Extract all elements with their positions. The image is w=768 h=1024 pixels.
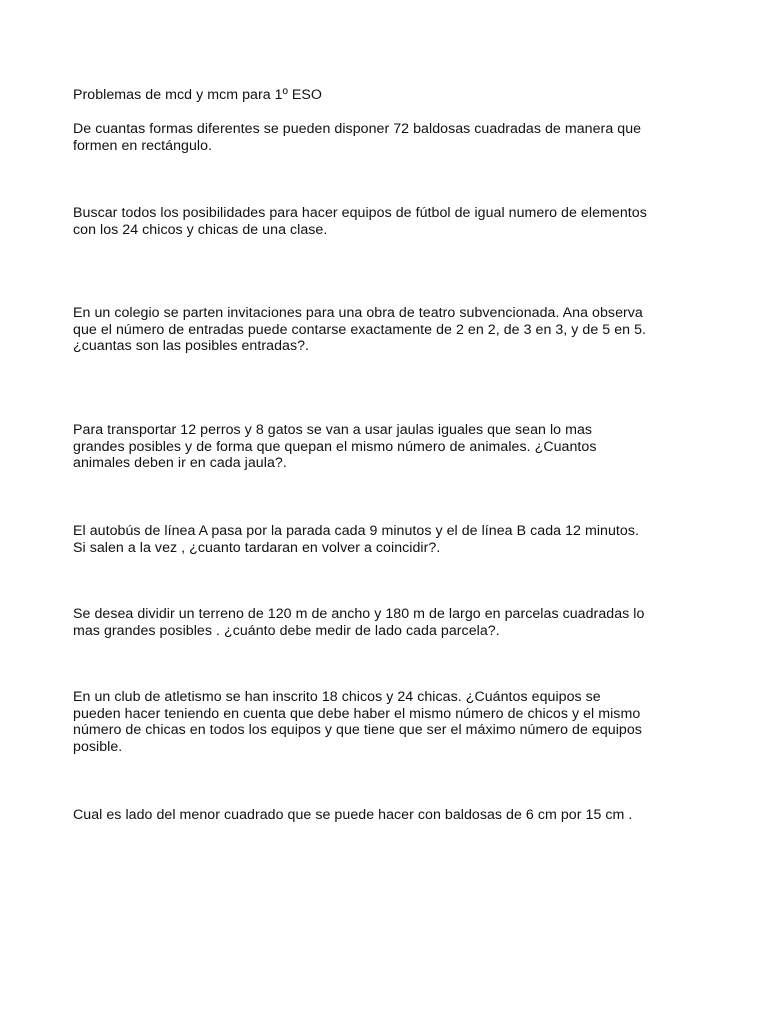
problem-8: Cual es lado del menor cuadrado que se puede hacer con baldosas de 6 cm por 15 cm .: [73, 807, 633, 823]
problem-7: En un club de atletismo se han inscrito 18 chicos y 24 chicas. ¿Cuántos equipos se pueden hacer teniendo en cuenta que debe haber el mismo número de chicos y el mismo número de chicas en todos los equipos y que tiene que ser el máximo número de equipos posible.: [73, 689, 642, 755]
problem-5: El autobús de línea A pasa por la parada cada 9 minutos y el de línea B cada 12 minutos. Si salen a la vez , ¿cuanto tardaran en volver a coincidir?.: [73, 523, 639, 556]
problem-2: Buscar todos los posibilidades para hacer equipos de fútbol de igual numero de elementos con los 24 chicos y chicas de una clase.: [73, 205, 647, 238]
problem-4: Para transportar 12 perros y 8 gatos se van a usar jaulas iguales que sean lo mas grandes posibles y de forma que quepan el mismo número de animales. ¿Cuantos animales deben ir en cada jaula?.: [73, 422, 597, 472]
problem-3: En un colegio se parten invitaciones para una obra de teatro subvencionada. Ana observa que el número de entradas puede contarse exactamente de 2 en 2, de 3 en 3, y de 5 en 5. ¿cuantas son las posibles entradas?.: [73, 305, 647, 355]
problem-6: Se desea dividir un terreno de 120 m de ancho y 180 m de largo en parcelas cuadradas lo mas grandes posibles . ¿cuánto debe medir de lado cada parcela?.: [73, 606, 645, 639]
problem-1: De cuantas formas diferentes se pueden disponer 72 baldosas cuadradas de manera que formen en rectángulo.: [73, 121, 642, 154]
document-title: Problemas de mcd y mcm para 1º ESO: [73, 87, 322, 103]
